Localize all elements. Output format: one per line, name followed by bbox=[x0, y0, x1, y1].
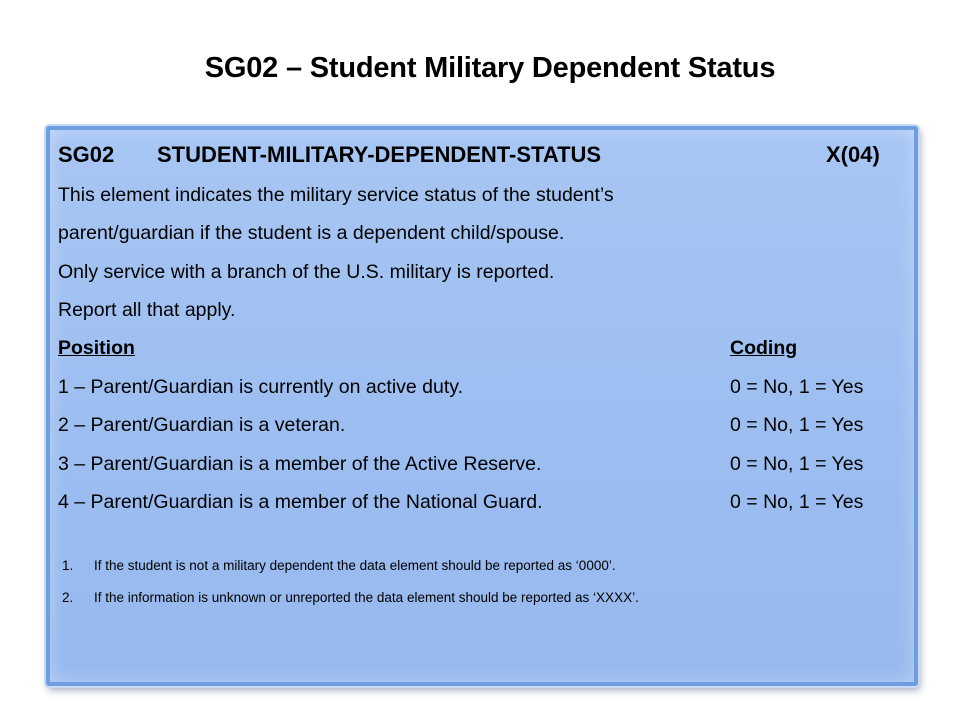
note-item bbox=[62, 558, 616, 573]
note-text: If the information is unknown or unreported the data element should be reported as ‘XXXX’. bbox=[94, 590, 639, 605]
position-header: Position bbox=[58, 337, 135, 359]
slide-title: SG02 – Student Military Dependent Status bbox=[204, 52, 776, 84]
note-text: If the student is not a military dependent the data element should be reported as ‘0000’. bbox=[94, 558, 616, 573]
note-item bbox=[62, 590, 639, 605]
description-line: Only service with a branch of the U.S. military is reported. bbox=[58, 261, 555, 283]
coding-header: Coding bbox=[730, 337, 798, 359]
coding-value: 0 = No, 1 = Yes bbox=[730, 376, 864, 398]
description-line: This element indicates the military service status of the student’s bbox=[58, 184, 614, 206]
element-name: STUDENT-MILITARY-DEPENDENT-STATUS bbox=[157, 142, 602, 167]
position-row: 4 – Parent/Guardian is a member of the National Guard. bbox=[58, 491, 543, 513]
coding-value: 0 = No, 1 = Yes bbox=[730, 414, 864, 436]
note-number: 2. bbox=[62, 590, 74, 605]
position-row: 3 – Parent/Guardian is a member of the Active Reserve. bbox=[58, 453, 542, 475]
note-number: 1. bbox=[62, 558, 74, 573]
position-row: 1 – Parent/Guardian is currently on active duty. bbox=[58, 376, 464, 398]
description-line: Report all that apply. bbox=[58, 299, 236, 321]
element-code: SG02 bbox=[58, 142, 115, 167]
coding-value: 0 = No, 1 = Yes bbox=[730, 491, 864, 513]
element-format: X(04) bbox=[826, 142, 880, 167]
position-row: 2 – Parent/Guardian is a veteran. bbox=[58, 414, 346, 436]
coding-value: 0 = No, 1 = Yes bbox=[730, 453, 864, 475]
description-line: parent/guardian if the student is a dependent child/spouse. bbox=[58, 222, 565, 244]
